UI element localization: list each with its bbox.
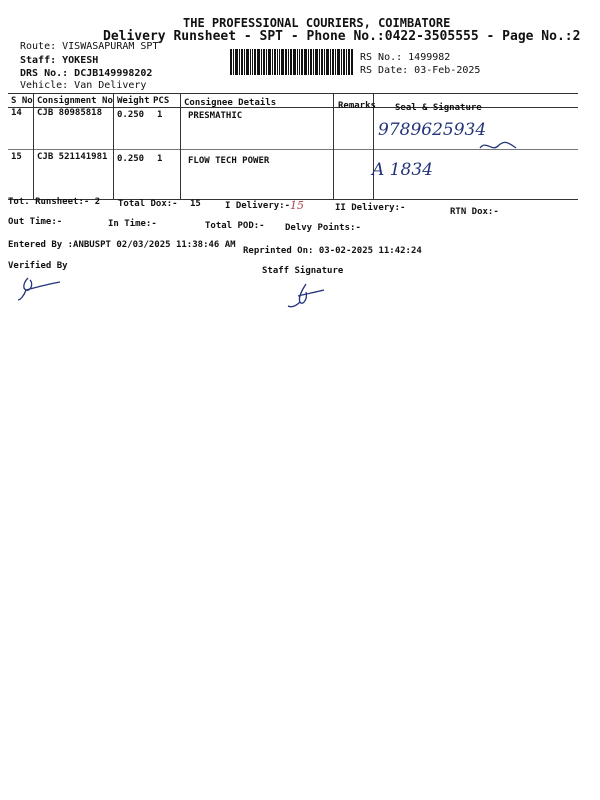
handwritten-receipt: A 1834	[372, 160, 433, 180]
row-weight: 0.250	[117, 110, 145, 120]
table-top-border	[8, 93, 578, 94]
staff-label: Staff: YOKESH	[20, 55, 99, 66]
runsheet-subtitle: Delivery Runsheet - SPT - Phone No.:0422-3505555 - Page No.:2	[103, 29, 581, 44]
rtn-dox-label: RTN Dox:-	[450, 207, 499, 217]
handwritten-phone: 9789625934	[378, 120, 487, 140]
rs-date: RS Date: 03-Feb-2025	[360, 65, 481, 76]
reprinted-on: Reprinted On: 03-02-2025 11:42:24	[243, 246, 422, 256]
total-pod-label: Total POD:-	[205, 221, 265, 231]
vehicle-label: Vehicle: Van Delivery	[20, 80, 147, 91]
row-sno: 15	[11, 152, 22, 162]
header-remarks: Remarks	[338, 101, 376, 111]
header-consignee: Consignee Details	[184, 98, 277, 108]
total-dox-label: Total Dox:-	[118, 199, 178, 209]
header-seal: Seal & Signature	[395, 103, 482, 113]
row-weight: 0.250	[117, 154, 145, 164]
row-pcs: 1	[157, 110, 163, 120]
row-consignee: PRESMATHIC	[188, 111, 243, 121]
header-weight: Weight	[117, 96, 150, 106]
rs-number: RS No.: 1499982	[360, 52, 451, 63]
total-dox-value: 15	[190, 199, 201, 209]
header-consignment: Consignment No	[37, 96, 113, 106]
row-pcs: 1	[157, 154, 163, 164]
col-divider	[113, 93, 114, 199]
header-sno: S No	[11, 96, 33, 106]
verified-signature	[14, 274, 64, 304]
ii-delivery-label: II Delivery:-	[335, 203, 406, 213]
verified-by-label: Verified By	[8, 261, 68, 271]
company-name: THE PROFESSIONAL COURIERS, COIMBATORE	[183, 16, 451, 30]
header-pcs: PCS	[153, 96, 170, 106]
i-delivery-label: I Delivery:-	[225, 201, 291, 211]
row-sno: 14	[11, 108, 22, 118]
i-delivery-handwritten: 15	[290, 199, 304, 212]
signature-mark	[478, 138, 518, 154]
route-label: Route: VISWASAPURAM SPT	[20, 41, 159, 52]
col-divider	[333, 93, 334, 199]
barcode	[230, 49, 353, 75]
staff-signature-label: Staff Signature	[262, 266, 344, 276]
row-consignee: FLOW TECH POWER	[188, 156, 270, 166]
out-time-label: Out Time:-	[8, 217, 63, 227]
drs-number: DRS No.: DCJB149998202	[20, 68, 153, 79]
delvy-points-label: Delvy Points:-	[285, 223, 361, 233]
staff-signature	[284, 280, 328, 312]
in-time-label: In Time:-	[108, 219, 157, 229]
col-divider	[180, 93, 181, 199]
row-consignment: CJB 80985818	[37, 108, 103, 118]
entered-by: Entered By :ANBUSPT 02/03/2025 11:38:46 AM	[8, 240, 236, 250]
tot-runsheet: Tot. Runsheet:- 2	[8, 197, 101, 207]
col-divider	[33, 93, 34, 199]
row-consignment: CJB 521141981	[37, 152, 108, 162]
